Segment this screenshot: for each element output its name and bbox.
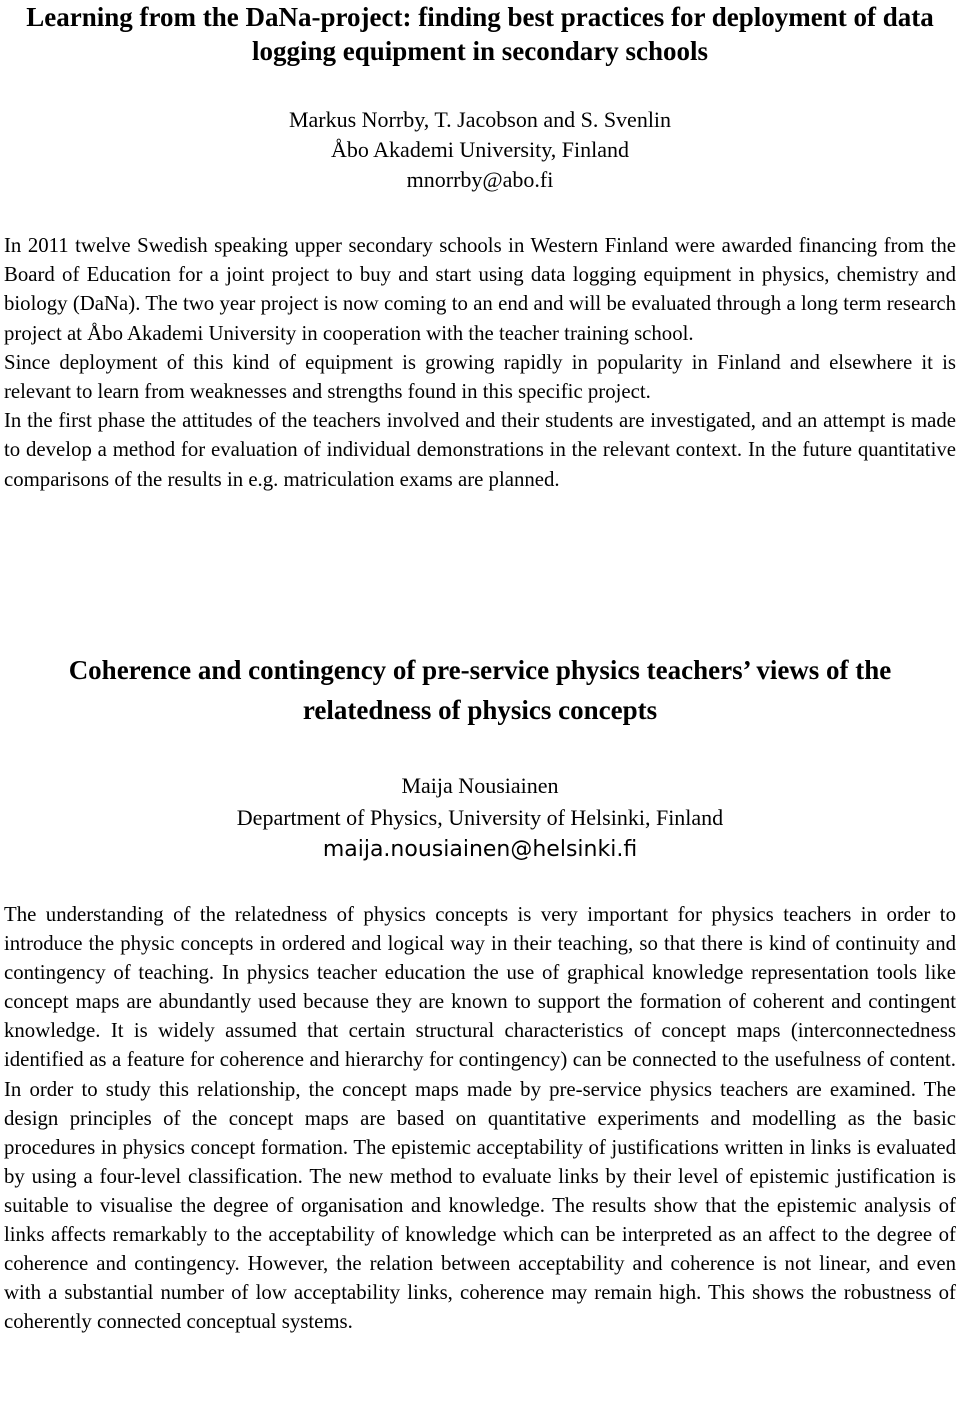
author-names: Maija Nousiainen — [401, 773, 559, 798]
author-affiliation: Åbo Akademi University, Finland — [331, 137, 629, 162]
author-block — [4, 105, 956, 195]
abstract-paragraph: In the first phase the attitudes of the teachers involved and their students are investigated, and an attempt is made to develop a method for evaluation of individual demonstrations in the relevant context. In the future quantitative comparisons of the results in e.g. matriculation exams are planned. — [4, 409, 956, 491]
abstract-paragraph: In 2011 twelve Swedish speaking upper secondary schools in Western Finland were awarded financing from the Board of Education for a joint project to buy and start using data logging equipment in physics, chemistry and biology (DaNa). The two year project is now coming to an end and will be evaluated through a long term research project at Åbo Akademi University in cooperation with the teacher training school. — [4, 234, 956, 345]
abstract-paragraph: The understanding of the relatedness of physics concepts is very important for physics teachers in order to introduce the physic concepts in ordered and logical way in their teaching, so that there is kind of continuity and contingency of teaching. In physics teacher education the use of graphical knowledge representation tools like concept maps are abundantly used because they are known to support the formation of coherent and contingent knowledge. It is widely assumed that certain structural characteristics of concept maps (interconnectedness identified as a feature for coherence and hierarchy for contingency) can be connected to the usefulness of content. In order to study this relationship, the concept maps made by pre-service physics teachers are examined. The design principles of the concept maps are based on quantitative experiments and modelling as the basic procedures in physics concept formation. The epistemic acceptability of justifications written in links is evaluated by using a four-level classification. The new method to evaluate links by their level of epistemic justification is suitable to visualise the degree of organisation and knowledge. The results show that the epistemic analysis of links affects remarkably to the acceptability of knowledge which can be interpreted as an affect to the degree of coherence and contingency. However, the relation between acceptability and coherence is not linear, and even with a substantial number of low acceptability links, coherence may remain high. This shows the robustness of coherently connected conceptual systems. — [4, 903, 956, 1334]
author-names: Markus Norrby, T. Jacobson and S. Svenlin — [288, 107, 672, 132]
abstract-coherence-contingency — [4, 650, 956, 1336]
author-email: mnorrby@abo.fi — [406, 167, 554, 192]
abstract-dana-project — [4, 0, 956, 494]
abstract-body — [4, 900, 956, 1336]
abstract-paragraph: Since deployment of this kind of equipment is growing rapidly in popularity in Finland and elsewhere it is relevant to learn from weaknesses and strengths found in this specific project. — [4, 350, 956, 404]
abstract-title: Learning from the DaNa-project: finding best practices for deployment of data logging equipment in secondary schools — [26, 2, 934, 66]
author-block — [4, 770, 956, 866]
abstract-body — [4, 231, 956, 494]
author-affiliation: Department of Physics, University of Helsinki, Finland — [236, 805, 724, 830]
author-email: maija.nousiainen@helsinki.fi — [322, 837, 638, 862]
abstract-title: Coherence and contingency of pre-service physics teachers’ views of the relatedness of physics concepts — [68, 655, 892, 725]
